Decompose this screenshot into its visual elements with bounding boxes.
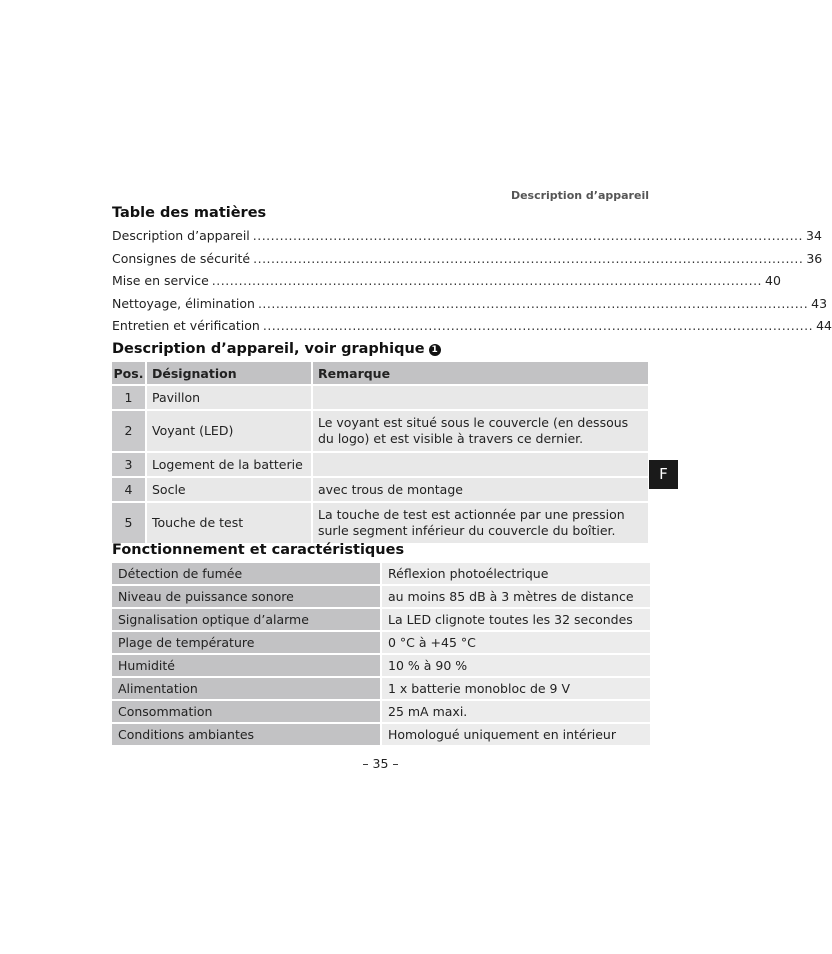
toc-entry-page: 44 [816,318,832,333]
section-tab-marker: F [649,460,678,489]
cell-designation: Pavillon [146,385,312,410]
toc-entry-page: 40 [765,273,781,288]
toc-entry-page: 34 [806,228,822,243]
table-row [112,585,650,608]
table-row [112,563,650,585]
toc-entry[interactable] [112,250,823,274]
toc-leader: ........................................................................................................................... [253,250,804,266]
col-header-pos: Pos. [112,362,146,385]
col-header-designation: Désignation [146,362,312,385]
toc-entry-page: 43 [811,295,828,311]
toc-entry-title: Mise en service [112,273,209,288]
table-row [112,723,650,746]
table-row [112,452,649,477]
feature-value: 25 mA maxi. [381,700,650,723]
description-title-text: Description d’appareil, voir graphique [112,341,425,357]
cell-pos: 3 [112,452,146,477]
description-table [112,362,650,545]
cell-designation: Logement de la batterie [146,452,312,477]
feature-label: Niveau de puissance sonore [112,585,381,608]
feature-label: Plage de température [112,631,381,654]
toc-entry[interactable] [112,228,822,251]
table-row [112,502,649,544]
cell-pos: 5 [112,502,146,544]
toc-leader: ........................................................................................................................... [211,273,763,288]
toc-entry-title: Nettoyage, élimination [112,295,255,311]
cell-pos: 4 [112,477,146,502]
table-row [112,608,650,631]
feature-value: au moins 85 dB à 3 mètres de distance [381,585,650,608]
cell-pos: 2 [112,410,146,452]
cell-designation: Touche de test [146,502,312,544]
table-row [112,385,649,410]
cell-remark: Le voyant est situé sous le couvercle (en dessous du logo) et est visible à travers ce dernier. [312,410,649,452]
toc-entry-title: Description d’appareil [112,228,250,243]
toc-entry[interactable] [112,318,832,341]
toc-entry-page: 36 [806,250,823,266]
feature-label: Détection de fumée [112,563,381,585]
running-head: Description d’appareil [510,189,649,202]
table-row [112,654,650,677]
toc-leader: ........................................................................................................................... [257,295,809,311]
toc-title: Table des matières [112,205,267,221]
feature-value: Réflexion photoélectrique [381,563,650,585]
toc-entry-title: Entretien et vérification [112,318,260,333]
table-row [112,700,650,723]
feature-value: 1 x batterie monobloc de 9 V [381,677,650,700]
toc-leader: ........................................................................................................................... [252,228,803,243]
page-number: – 35 – [362,756,399,771]
feature-value: 10 % à 90 % [381,654,650,677]
features-table [112,563,650,747]
feature-label: Alimentation [112,677,381,700]
toc-list [112,228,832,341]
feature-label: Humidité [112,654,381,677]
cell-remark: avec trous de montage [312,477,649,502]
cell-remark [312,452,649,477]
feature-label: Conditions ambiantes [112,723,381,746]
cell-designation: Voyant (LED) [146,410,312,452]
feature-value: 0 °C à +45 °C [381,631,650,654]
cell-pos: 1 [112,385,146,410]
feature-label: Consommation [112,700,381,723]
table-row [112,410,649,452]
toc-entry-title: Consignes de sécurité [112,250,251,266]
cell-designation: Socle [146,477,312,502]
features-title: Fonctionnement et caractéristiques [112,542,405,558]
table-row [112,477,649,502]
toc-entry[interactable] [112,273,781,296]
toc-entry[interactable] [112,295,828,319]
feature-label: Signalisation optique d’alarme [112,608,381,631]
cell-remark [312,385,649,410]
col-header-remark: Remarque [312,362,649,385]
feature-value: Homologué uniquement en intérieur [381,723,650,746]
table-row [112,631,650,654]
toc-leader: ........................................................................................................................... [262,318,814,333]
table-row [112,677,650,700]
figure-marker-icon: 1 [429,344,441,356]
table-header-row [112,362,649,385]
description-title [112,341,441,357]
feature-value: La LED clignote toutes les 32 secondes [381,608,650,631]
cell-remark: La touche de test est actionnée par une pression surle segment inférieur du couvercle du boîtier. [312,502,649,544]
